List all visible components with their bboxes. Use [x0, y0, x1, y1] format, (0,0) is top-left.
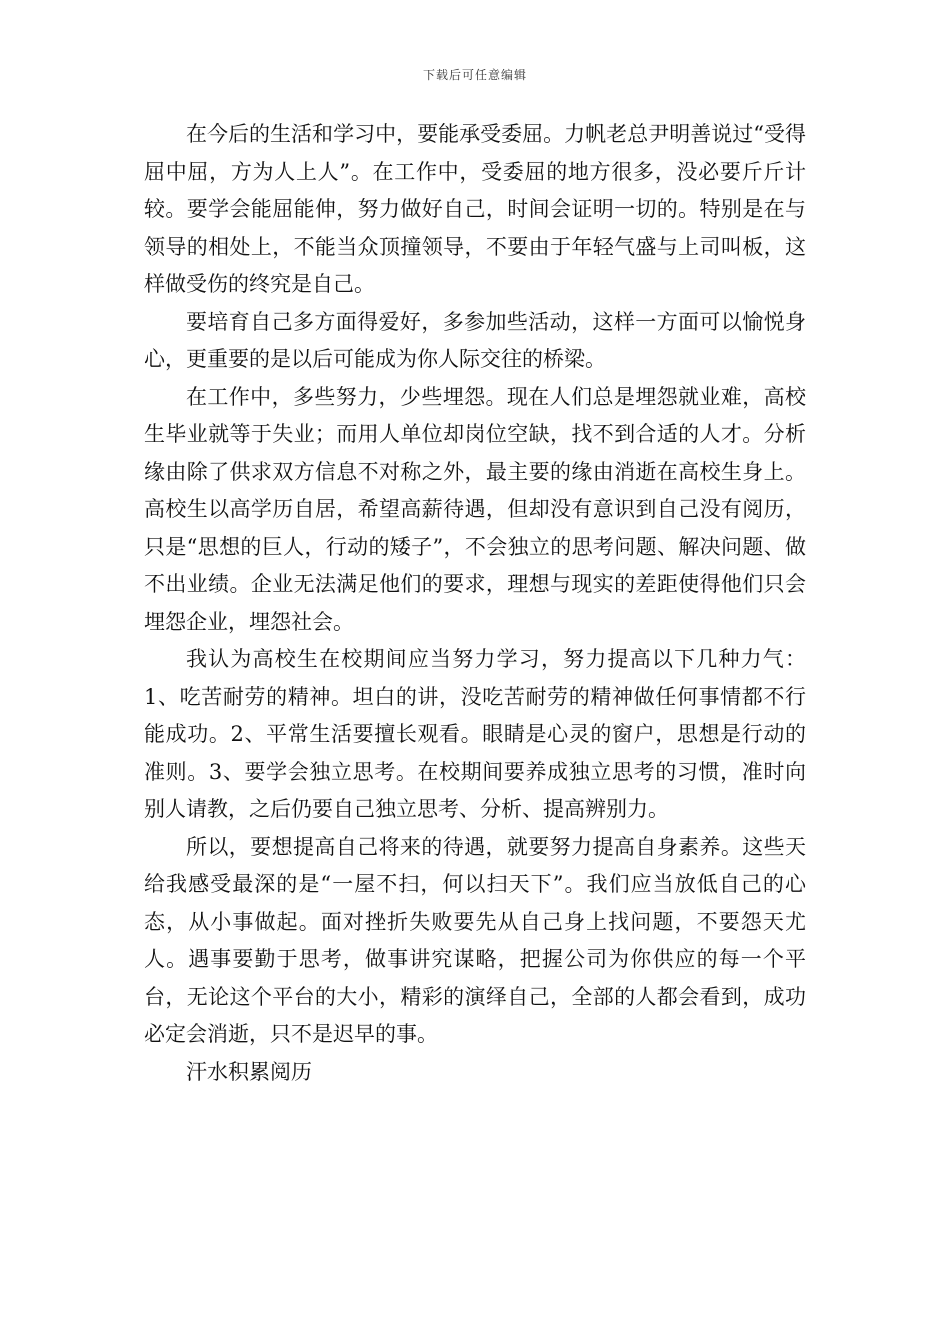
paragraph: 所以，要想提高自己将来的待遇，就要努力提高自身素养。这些天给我感受最深的是“一屋不扫，何以扫天下”。我们应当放低自己的心态，从小事做起。面对挫折失败要先从自己身上找问题，不要怨天尤人。遇事要勤于思考，做事讲究谋略，把握公司为你供应的每一个平台，无论这个平台的大小，精彩的演绎自己，全部的人都会看到，成功必定会消逝，只不是迟早的事。 [144, 834, 806, 1046]
paragraph: 我认为高校生在校期间应当努力学习，努力提高以下几种力气：1、吃苦耐劳的精神。坦白的讲，没吃苦耐劳的精神做任何事情都不行能成功。2、平常生活要擅长观看。眼睛是心灵的窗户，思想是行动的准则。3、要学会独立思考。在校期间要养成独立思考的习惯，准时向别人请教，之后仍要自己独立思考、分析、提高辨别力。 [144, 647, 806, 821]
paragraph: 在工作中，多些努力，少些埋怨。现在人们总是埋怨就业难，高校生毕业就等于失业；而用人单位却岗位空缺，找不到合适的人才。分析缘由除了供求双方信息不对称之外，最主要的缘由消逝在高校生身上。高校生以高学历自居，希望高薪待遇，但却没有意识到自己没有阅历，只是“思想的巨人，行动的矮子”，不会独立的思考问题、解决问题、做不出业绩。企业无法满足他们的要求，理想与现实的差距使得他们只会埋怨企业，埋怨社会。 [144, 384, 806, 634]
paragraph: 在今后的生活和学习中，要能承受委屈。力帆老总尹明善说过“受得屈中屈，方为人上人”。在工作中，受委屈的地方很多，没必要斤斤计较。要学会能屈能伸，努力做好自己，时间会证明一切的。特别是在与领导的相处上，不能当众顶撞领导，不要由于年轻气盛与上司叫板，这样做受伤的终究是自己。 [144, 122, 806, 296]
section-heading: 汗水积累阅历 [186, 1059, 312, 1084]
paragraph: 要培育自己多方面得爱好，多参加些活动，这样一方面可以愉悦身心，更重要的是以后可能成为你人际交往的桥梁。 [144, 309, 806, 371]
document-body [144, 116, 806, 1091]
page-header: 下载后可任意编辑 [422, 68, 527, 82]
